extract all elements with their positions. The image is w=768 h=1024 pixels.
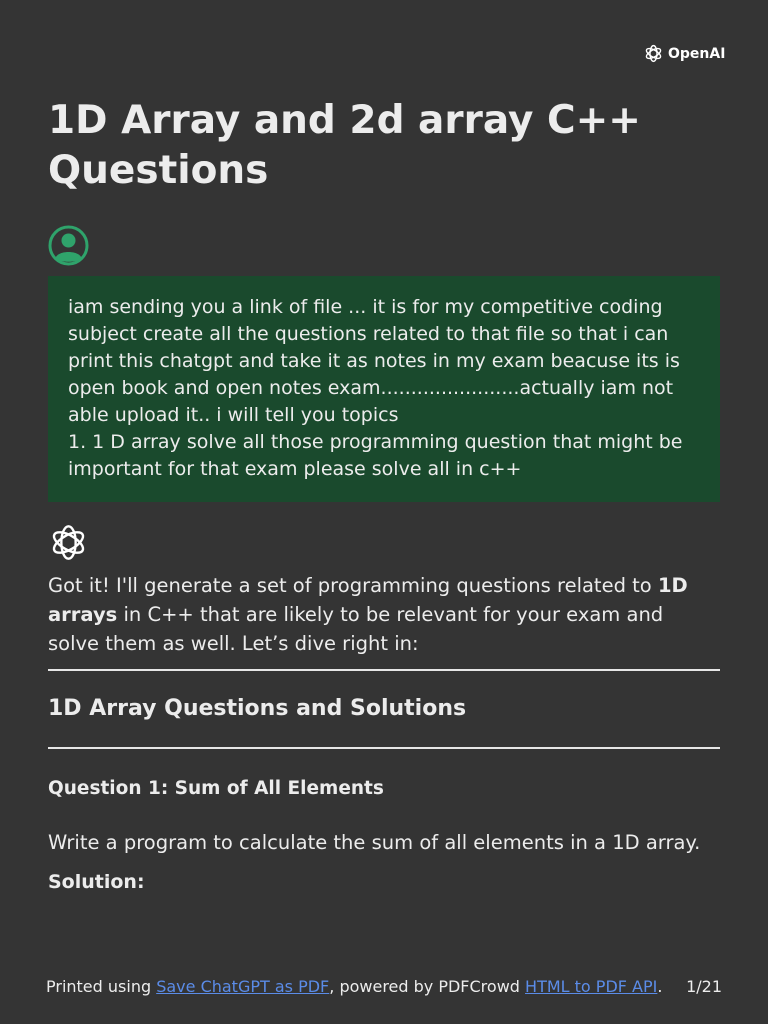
page-title: 1D Array and 2d array C++ Questions	[48, 98, 641, 193]
openai-logo-icon	[643, 43, 664, 64]
question-text: Write a program to calculate the sum of all elements in a 1D array.	[48, 831, 701, 854]
html-to-pdf-api-link[interactable]: HTML to PDF API	[525, 977, 658, 996]
brand-name: OpenAI	[668, 45, 726, 62]
assistant-intro: Got it! I'll generate a set of programming questions related to 1D arrays in C++ that are likely to be relevant for your exam and solve them as well. Let’s dive right in:	[48, 574, 688, 655]
chatgpt-logo-icon	[48, 522, 89, 563]
section-heading: 1D Array Questions and Solutions	[48, 696, 467, 721]
page-number: 1/21	[686, 977, 722, 996]
question-heading: Question 1: Sum of All Elements	[48, 778, 384, 799]
user-avatar-icon	[48, 225, 89, 266]
user-message: iam sending you a link of file ... it is for my competitive coding subject create all the questions related to that file so that i can print this chatgpt and take it as notes in my exam beacuse its is open book and open notes exam.......................actually iam not able upload it.. i will tell you topics 1. 1 D array solve all those programming question that might be important for that exam please solve all in c++	[48, 276, 720, 502]
divider	[48, 669, 720, 671]
brand	[643, 43, 725, 64]
divider	[48, 747, 720, 749]
footer-credit: Printed using Save ChatGPT as PDF, powered by PDFCrowd HTML to PDF API.	[46, 977, 663, 996]
save-chatgpt-pdf-link[interactable]: Save ChatGPT as PDF	[156, 977, 330, 996]
footer	[46, 977, 722, 996]
intro-bold-term: 1D arrays	[48, 574, 688, 626]
solution-label: Solution:	[48, 871, 145, 893]
